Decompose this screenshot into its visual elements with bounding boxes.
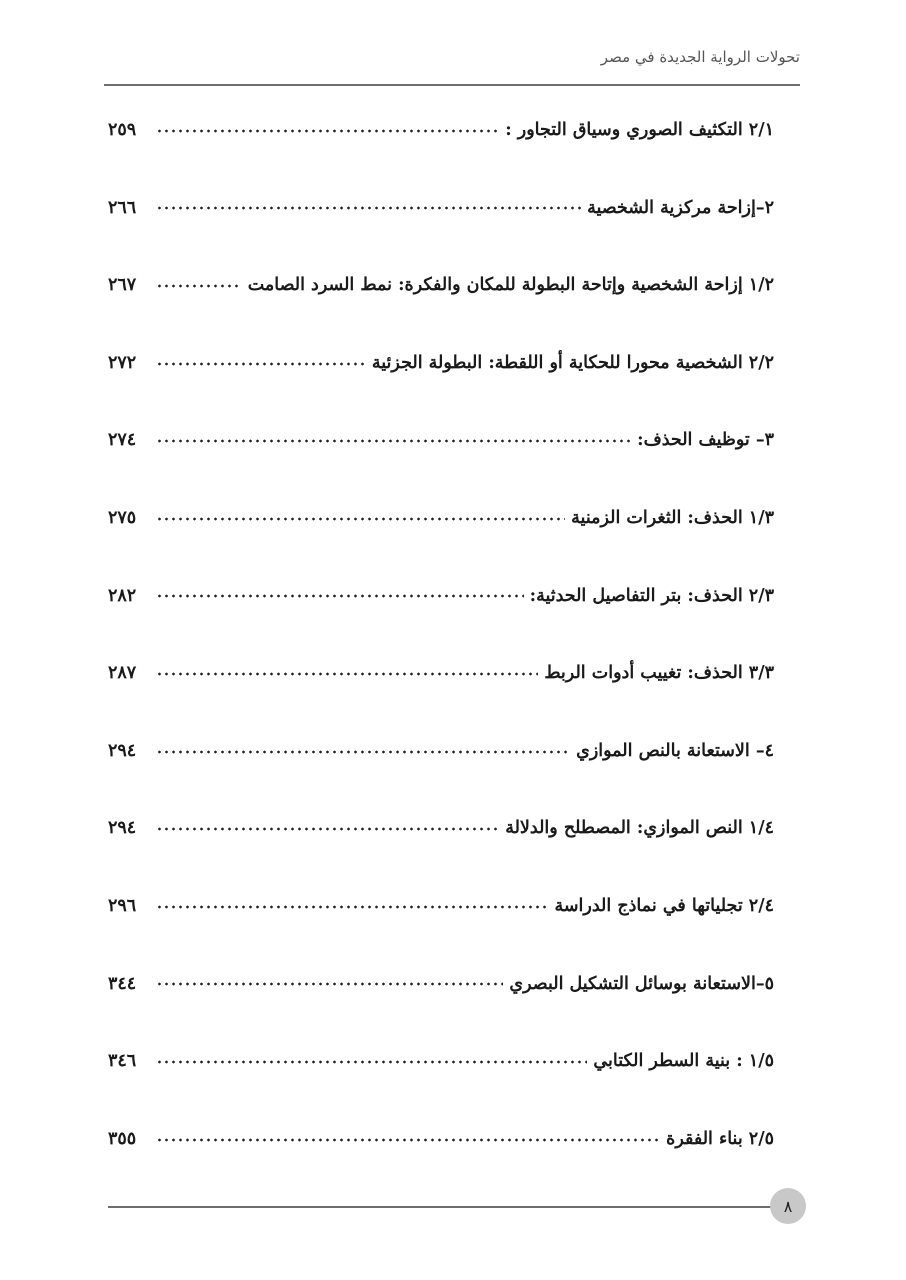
toc-entry-page: ٢٥٩: [108, 120, 137, 140]
toc-entry-title: ٥–الاستعانة بوسائل التشكيل البصري: [509, 973, 774, 994]
toc-entry-title: ١/٥ : بنية السطر الكتابي: [593, 1051, 774, 1072]
toc-entry[interactable]: [108, 1035, 774, 1113]
toc-entry[interactable]: [108, 104, 774, 182]
toc-entry[interactable]: [108, 880, 774, 958]
toc-entry-page: ٢٦٦: [108, 197, 137, 218]
toc-entry[interactable]: [108, 259, 774, 337]
toc-entry-title: ٢–إزاحة مركزية الشخصية: [587, 197, 774, 218]
page-number-badge: ٨: [770, 1188, 806, 1224]
toc-entry[interactable]: [108, 414, 774, 492]
toc-entry-page: ٣٤٤: [108, 973, 137, 994]
running-header-title: تحولات الرواية الجديدة في مصر: [600, 48, 800, 66]
dot-leader: [156, 282, 242, 290]
toc-entry-page: ٣٥٥: [108, 1128, 137, 1149]
toc-entry-page: ٢٩٦: [108, 895, 137, 916]
dot-leader: [156, 360, 366, 368]
dot-leader: [156, 127, 499, 135]
dot-leader: [156, 204, 581, 212]
toc-entry-title: ٢/٥ بناء الفقرة: [666, 1128, 774, 1149]
toc-entry-page: ٢٨٢: [108, 585, 137, 606]
dot-leader: [156, 1136, 660, 1144]
toc-entry[interactable]: [108, 647, 774, 725]
toc-entry-title: ١/٣ الحذف: الثغرات الزمنية: [571, 507, 774, 528]
toc-entry[interactable]: [108, 492, 774, 570]
toc-entry-page: ٢٨٧: [108, 663, 137, 684]
toc-entry[interactable]: [108, 182, 774, 260]
toc-entry-title: ١/٤ النص الموازي: المصطلح والدلالة: [505, 818, 774, 839]
toc-entry[interactable]: [108, 570, 774, 648]
dot-leader: [156, 748, 570, 756]
toc-entry-title: ٢/٢ الشخصية محورا للحكاية أو اللقطة: البطولة الجزئية: [371, 352, 774, 373]
footer-divider: [108, 1206, 774, 1208]
dot-leader: [156, 903, 548, 911]
toc-entry-title: ٣/٣ الحذف: تغييب أدوات الربط: [544, 663, 774, 684]
dot-leader: [156, 1058, 587, 1066]
toc-entry-title: ٢/١ التكثيف الصوري وسياق التجاور :: [505, 120, 774, 140]
toc-entry[interactable]: [108, 337, 774, 415]
toc-entry-page: ٢٧٥: [108, 507, 137, 528]
toc-entry[interactable]: [108, 1113, 774, 1191]
toc-entry-page: ٢٩٤: [108, 818, 137, 839]
toc-entry-page: ٣٤٦: [108, 1051, 137, 1072]
toc-entry-title: ٣– توظيف الحذف:: [637, 430, 774, 451]
toc-entry[interactable]: [108, 958, 774, 1036]
toc-entry[interactable]: [108, 725, 774, 803]
toc-entry-page: ٢٧٢: [108, 352, 137, 373]
dot-leader: [156, 515, 565, 523]
toc-entry-page: ٢٦٧: [108, 275, 137, 296]
toc-entry-title: ٢/٣ الحذف: بتر التفاصيل الحدثية:: [529, 585, 774, 606]
header-divider: [104, 84, 800, 86]
dot-leader: [156, 592, 524, 600]
toc-entry-page: ٢٩٤: [108, 740, 137, 761]
dot-leader: [156, 670, 538, 678]
toc-entry-title: ٢/٤ تجلياتها في نماذج الدراسة: [554, 895, 774, 916]
dot-leader: [156, 437, 631, 445]
toc-entry-title: ٤– الاستعانة بالنص الموازي: [576, 740, 774, 761]
toc-entry-title: ١/٢ إزاحة الشخصية وإتاحة البطولة للمكان والفكرة: نمط السرد الصامت: [247, 275, 774, 296]
toc-entry-page: ٢٧٤: [108, 430, 137, 451]
table-of-contents: [108, 104, 774, 1190]
toc-entry[interactable]: [108, 802, 774, 880]
dot-leader: [156, 980, 503, 988]
dot-leader: [156, 825, 499, 833]
